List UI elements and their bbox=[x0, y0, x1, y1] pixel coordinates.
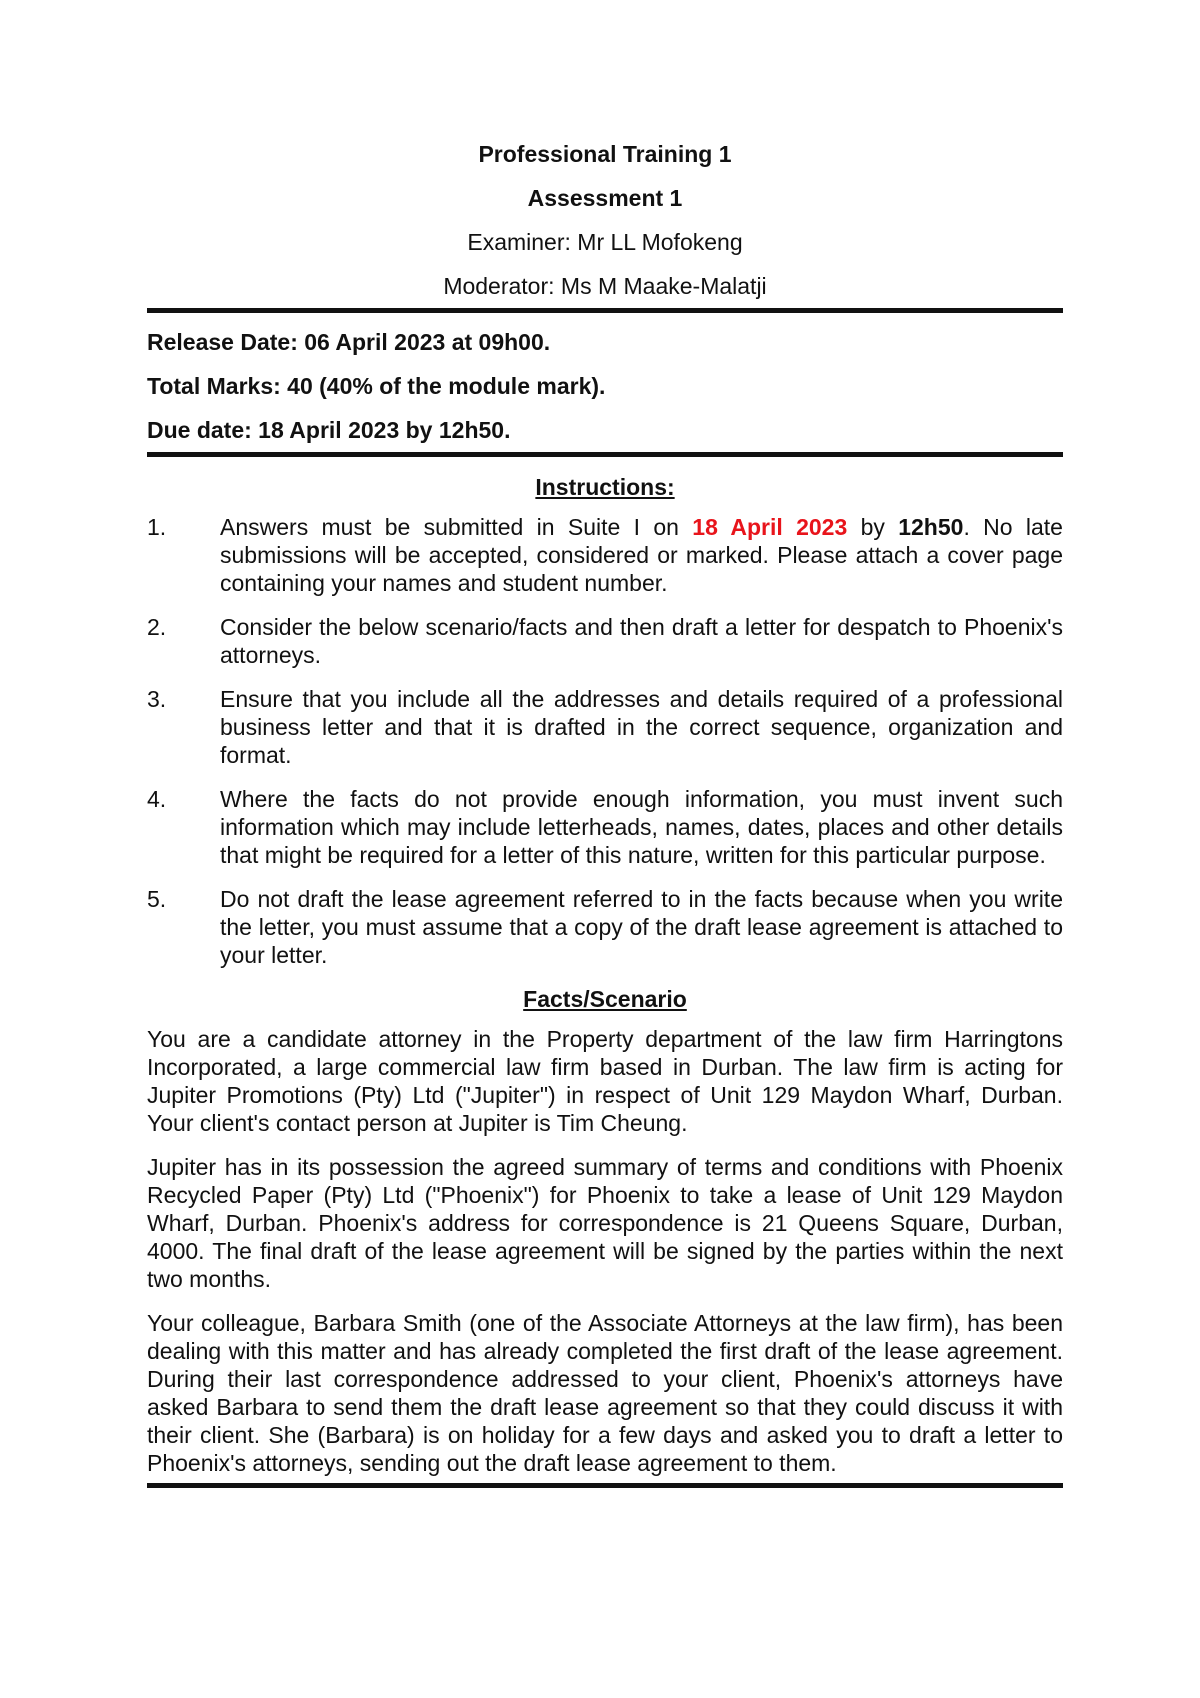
facts-paragraph: Your colleague, Barbara Smith (one of the Associate Attorneys at the law firm), has been dealing with this matter and has already completed the first draft of the lease agreement. During their last correspondence addressed to your client, Phoenix's attorneys have asked Barbara to send them the draft lease agreement so that they could discuss it with their client. She (Barbara) is on holiday for a few days and asked you to draft a letter to Phoenix's attorneys, sending out the draft lease agreement to them. bbox=[147, 1310, 1063, 1476]
item-text: Do not draft the lease agreement referred to in the facts because when you write the letter, you must assume that a copy of the draft lease agreement is attached to your letter. bbox=[220, 886, 1063, 968]
item-text bbox=[220, 513, 1063, 597]
due-date: Due date: 18 April 2023 by 12h50. bbox=[147, 417, 511, 443]
list-item bbox=[147, 613, 1063, 669]
facts-heading: Facts/Scenario bbox=[523, 986, 687, 1012]
list-item bbox=[147, 785, 1063, 869]
item-number: 3. bbox=[147, 686, 167, 712]
facts-paragraph: Jupiter has in its possession the agreed summary of terms and conditions with Phoenix Recycled Paper (Pty) Ltd ("Phoenix") for Phoenix to take a lease of Unit 129 Maydon Wharf, Durban. Phoenix's address for correspondence is 21 Queens Square, Durban, 4000. The final draft of the lease agreement will be signed by the parties within the next two months. bbox=[147, 1154, 1063, 1292]
list-item bbox=[147, 885, 1063, 969]
moderator-line: Moderator: Ms M Maake-Malatji bbox=[443, 273, 767, 299]
item-text-end: . No late submissions will be accepted, considered or marked. Please attach a cover page containing your names and student number. bbox=[220, 514, 1063, 596]
due-time-highlight: 12h50 bbox=[898, 514, 964, 540]
instructions-heading: Instructions: bbox=[535, 474, 675, 500]
item-number: 4. bbox=[147, 786, 167, 812]
document-page bbox=[147, 140, 1063, 1488]
assessment-title: Assessment 1 bbox=[527, 185, 683, 211]
list-item bbox=[147, 685, 1063, 769]
total-marks: Total Marks: 40 (40% of the module mark). bbox=[147, 373, 606, 399]
due-date-highlight: 18 April 2023 bbox=[692, 514, 848, 540]
facts-paragraph: You are a candidate attorney in the Property department of the law firm Harringtons Incorporated, a large commercial law firm based in Durban. The law firm is acting for Jupiter Promotions (Pty) Ltd ("Jupiter") in respect of Unit 129 Maydon Wharf, Durban. Your client's contact person at Jupiter is Tim Cheung. bbox=[147, 1026, 1063, 1136]
course-title: Professional Training 1 bbox=[478, 141, 732, 167]
divider-middle bbox=[147, 452, 1063, 457]
examiner-line: Examiner: Mr LL Mofokeng bbox=[467, 229, 743, 255]
divider-bottom bbox=[147, 1483, 1063, 1488]
divider-top bbox=[147, 308, 1063, 313]
list-item bbox=[147, 513, 1063, 597]
instructions-list bbox=[147, 513, 1063, 969]
item-number: 2. bbox=[147, 614, 167, 640]
item-number: 5. bbox=[147, 886, 167, 912]
item-text: Where the facts do not provide enough information, you must invent such information which may include letterheads, names, dates, places and other details that might be required for a letter of this nature, written for this particular purpose. bbox=[220, 786, 1063, 868]
release-date: Release Date: 06 April 2023 at 09h00. bbox=[147, 329, 551, 355]
item-text-start: Answers must be submitted in Suite I on bbox=[220, 514, 693, 540]
item-number: 1. bbox=[147, 514, 167, 540]
item-text-by: by bbox=[847, 514, 899, 540]
item-text: Ensure that you include all the addresses and details required of a professional business letter and that it is drafted in the correct sequence, organization and format. bbox=[220, 686, 1063, 768]
item-text: Consider the below scenario/facts and then draft a letter for despatch to Phoenix's attorneys. bbox=[220, 614, 1063, 668]
